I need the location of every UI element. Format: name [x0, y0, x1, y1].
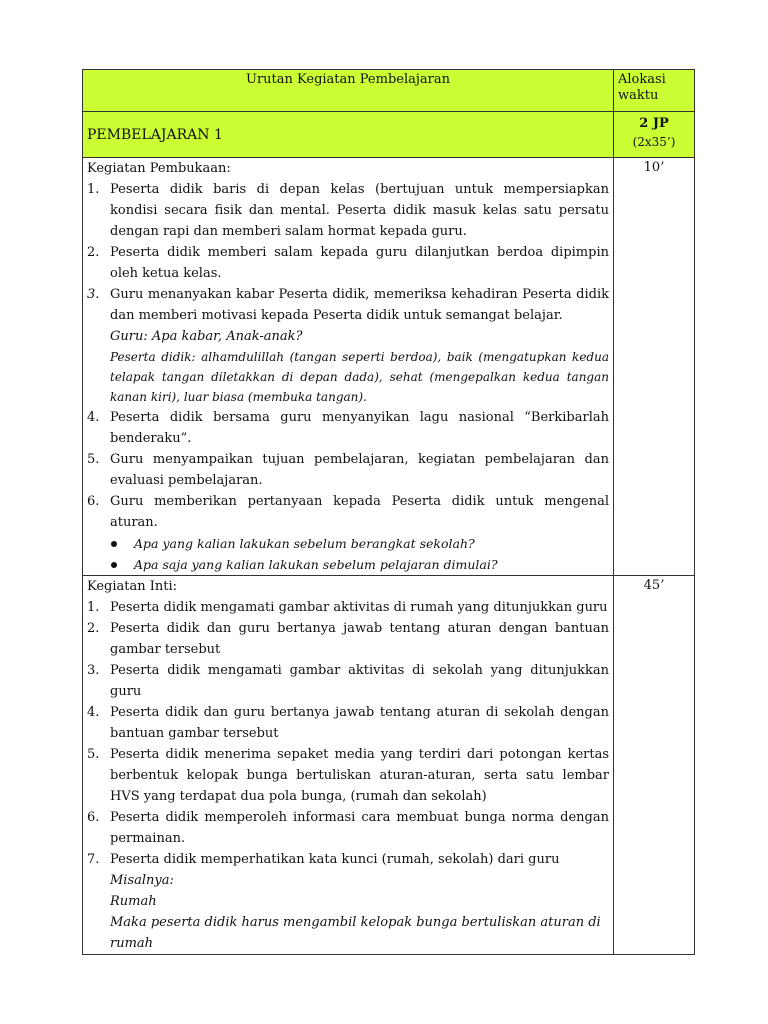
question-list — [87, 533, 609, 575]
time-allocation — [614, 112, 695, 158]
list-item: 4. Peserta didik bersama guru menyanyikan lagu nasional “Berkibarlah benderaku”. — [87, 410, 609, 446]
bullet-item: Apa saja yang kalian lakukan sebelum pelajaran dimulai? — [111, 554, 609, 575]
list-item: 1. Peserta didik baris di depan kelas (bertujuan untuk mempersiapkan kondisi secara fisik dan mental. Peserta didik masuk kelas satu persatu dengan rapi dan memberi salam hormat kepada guru. — [87, 182, 609, 239]
opening-heading: Kegiatan Pembukaan: — [87, 161, 231, 176]
list-item: 7. Peserta didik memperhatikan kata kunci (rumah, sekolah) dari guru — [87, 852, 560, 867]
dialog-student: Peserta didik: alhamdulillah (tangan seperti berdoa), baik (mengatupkan kedua telapak tangan diletakkan di depan dada), sehat (mengepalkan kedua tangan kanan kiri), luar biasa (membuka tangan). — [110, 350, 609, 404]
core-time: 45’ — [614, 576, 695, 955]
core-list — [87, 597, 609, 870]
core-cell — [83, 576, 614, 955]
bullet-item: Apa yang kalian lakukan sebelum berangkat sekolah? — [111, 533, 609, 554]
lesson-title: PEMBELAJARAN 1 — [83, 112, 614, 158]
opening-list — [87, 179, 609, 533]
lesson-table — [82, 69, 695, 955]
list-item: 6. Peserta didik memperoleh informasi cara membuat bunga norma dengan permainan. — [87, 810, 609, 846]
bullet-icon — [111, 562, 117, 568]
opening-cell — [83, 158, 614, 576]
core-row — [83, 576, 695, 955]
core-heading: Kegiatan Inti: — [87, 579, 178, 594]
jp-label: 2 JP — [639, 116, 669, 131]
bullet-icon — [111, 541, 117, 547]
list-item: 6. Guru memberikan pertanyaan kepada Peserta didik untuk mengenal aturan. — [87, 494, 609, 530]
list-item: 3. Peserta didik mengamati gambar aktivitas di sekolah yang ditunjukkan guru — [87, 663, 609, 699]
example-label: Misalnya: — [110, 873, 174, 888]
opening-time: 10’ — [614, 158, 695, 576]
activity-order-header: Urutan Kegiatan Pembelajaran — [83, 70, 614, 112]
opening-row — [83, 158, 695, 576]
list-item: 5. Guru menyampaikan tujuan pembelajaran, kegiatan pembelajaran dan evaluasi pembelajaran. — [87, 452, 609, 488]
list-item: 1. Peserta didik mengamati gambar aktivitas di rumah yang ditunjukkan guru — [87, 600, 608, 615]
list-item: 4. Peserta didik dan guru bertanya jawab tentang aturan di sekolah dengan bantuan gambar tersebut — [87, 705, 609, 741]
jp-detail: (2x35’) — [632, 135, 676, 149]
list-item: 5. Peserta didik menerima sepaket media yang terdiri dari potongan kertas berbentuk kelopak bunga bertuliskan aturan-aturan, serta satu lembar HVS yang terdapat dua pola bunga, (rumah dan sekolah) — [87, 747, 609, 804]
allocation-header: Alokasi waktu — [614, 70, 695, 112]
list-item: 2. Peserta didik memberi salam kepada guru dilanjutkan berdoa dipimpin oleh ketua kelas. — [87, 245, 609, 281]
table-header-row — [83, 70, 695, 112]
dialog-teacher: Guru: Apa kabar, Anak-anak? — [110, 329, 303, 344]
example-word: Rumah — [110, 894, 157, 909]
section-title-row — [83, 112, 695, 158]
example-instruction: Maka peserta didik harus mengambil kelopak bunga bertuliskan aturan di rumah — [110, 915, 601, 951]
list-item: 2. Peserta didik dan guru bertanya jawab tentang aturan dengan bantuan gambar tersebut — [87, 621, 609, 657]
list-item: 3. Guru menanyakan kabar Peserta didik, memeriksa kehadiran Peserta didik dan memberi motivasi kepada Peserta didik untuk semangat belajar. Guru: Apa kabar, Anak-anak? Peserta didik: alhamdulillah (tangan seperti berdoa), baik (mengatupkan kedua telapak tangan diletakkan di depan dada), sehat (mengepalkan kedua tangan kanan kiri), luar biasa (membuka tangan). — [87, 284, 609, 407]
